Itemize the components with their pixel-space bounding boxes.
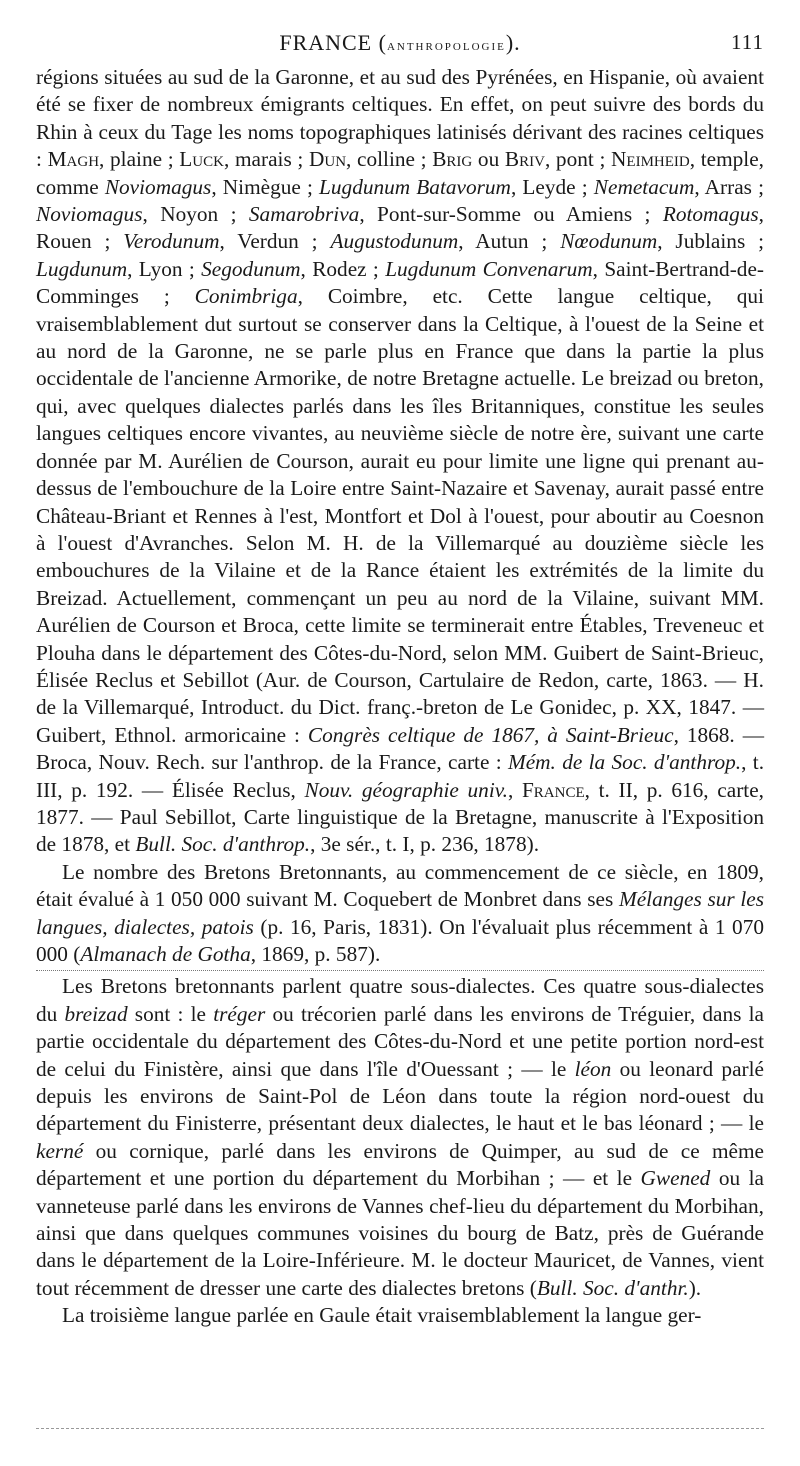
italic-text: Nemetacum [593,174,695,199]
running-title-subject: anthropologie [386,38,506,54]
small-caps-text: Brig [432,147,473,172]
small-caps-text: Briv [504,147,545,172]
italic-text: Noviomagus [104,174,212,199]
text-run: , Noyon ; [142,202,249,227]
bottom-rule [36,1428,764,1429]
text-run: Les Bretons bretonnants parlent quatre sous-dialectes. Ces quatre sous-dialectes du [36,974,764,1026]
italic-text: Lugdunum Batavorum [319,174,511,199]
running-title-main: FRANCE ( [279,30,387,55]
paragraph [36,973,764,1302]
text-run: , 3e sér., t. I, p. 236, 1878). [310,832,540,857]
page-number: 111 [731,30,764,54]
text-run: , Jublains ; [657,229,765,254]
italic-text: Nœodunum [560,229,658,254]
text-run: , Arras ; [694,174,764,199]
small-caps-text: Dun [308,147,347,172]
text-run: , 1868. — Broca, Nouv. Rech. sur l'anthrop. de la France, carte : [36,722,765,775]
section-divider [36,970,764,971]
italic-text: Segodunum [201,256,301,281]
body-text [36,64,764,1330]
small-caps-text: Magh [47,147,100,172]
italic-text: Congrès celtique de 1867, à Saint-Brieuc [307,722,674,747]
text-run: Le nombre des Bretons Bretonnants, au commencement de ce siècle, en 1809, était évalué à 1 050 000 suivant M. Coquebert de Monbret dans ses [36,859,764,912]
italic-text: léon [574,1056,612,1081]
text-run: , Autun ; [458,229,561,254]
text-run: , Nimègue ; [211,174,320,199]
text-run: , Leyde ; [510,174,594,199]
italic-text: kerné [36,1138,84,1163]
text-run: ou cornique, parlé dans les environs de Quimper, au sud de ce même département et une portion du département du Morbihan ; — et le [36,1138,764,1191]
italic-text: Samarobriva [248,202,360,227]
italic-text: Almanach de Gotha [80,942,251,966]
italic-text: Augustodunum [330,229,459,254]
text-run: , Rodez ; [300,256,386,281]
paragraph [36,64,764,859]
running-header [36,26,764,56]
text-run: , Lyon ; [127,256,202,281]
italic-text: Gwened [640,1166,711,1191]
small-caps-text: Luck [179,147,224,172]
italic-text: Mélanges sur les langues, dialectes, patois [36,887,765,939]
text-run: , Verdun ; [219,229,331,254]
text-run: , Pont-sur-Somme ou Amiens ; [359,202,663,227]
small-caps-text: France [521,777,585,802]
italic-text: Noviomagus [36,202,143,227]
text-run: , t. II, p. 616, carte, 1877. — Paul Sebillot, Carte linguistique de la Bretagne, manuscrite à l'Exposition de 1878, et [36,777,764,857]
italic-text: Verodunum [123,229,220,254]
paragraph [36,1302,764,1329]
paragraph [36,859,764,969]
text-run: , Saint-Bertrand-de-Comminges ; [36,256,764,309]
text-run: , plaine ; [99,147,180,172]
text-run: , pont ; [544,147,612,172]
italic-text: Nouv. géographie univ. [304,777,508,802]
text-run: ou trécorien parlé dans les environs de Tréguier, dans la partie occidentale du département des Côtes-du-Nord et une petite portion nord-est de celui du Finistère, ainsi que dans l'île d'Ouessant ; — le [36,1001,764,1081]
text-run: , temple, comme [36,147,764,199]
text-run: , Rouen ; [36,202,764,254]
text-run: , Coimbre, etc. Cette langue celtique, qui vraisemblablement dut surtout se conserver dans la Celtique, à l'ouest de la Seine et au nord de la Garonne, ne se parle plus en France que dans la partie la plus occidentale de l'ancienne Armorike, de notre Bretagne actuelle. Le breizad ou breton, qui, avec quelques dialectes parlés dans les îles Britanniques, constitue les seules langues celtiques encore vivantes, au neuvième siècle de notre ère, suivant une carte donnée par M. Aurélien de Courson, aurait eu pour limite une ligne qui prenant au-dessus de l'embouchure de la Loire entre Saint-Nazaire et Savenay, aurait passé entre Château-Briant et Rennes à l'est, Montfort et Dol à l'ouest, pour aboutir au Coesnon à l'ouest d'Avranches. Selon M. H. de la Villemarqué au douzième siècle les embouchures de la Vilaine et de la Rance étaient les extrémités de la limite du Breizad. Actuellement, commençant un peu au nord de la Vilaine, suivant MM. Aurélien de Courson et Broca, cette limite se terminerait entre Étables, Treveneuc et Plouha dans le département des Côtes-du-Nord, selon MM. Guibert de Saint-Brieuc, Élisée Reclus et Sebillot (Aur. de Courson, Cartulaire de Redon, carte, 1863. — H. de la Villemarqué, Introduct. du Dict. franç.-breton de Le Gonidec, p. XX, 1847. — Guibert, Ethnol. armoricaine : [36,284,764,747]
text-run: , colline ; [346,147,433,172]
running-title [36,30,764,56]
text-run: , [507,777,522,802]
text-run: , 1869, p. 587). [250,942,381,966]
text-run: (p. 16, Paris, 1831). On l'évaluait plus récemment à 1 070 000 ( [36,914,764,966]
italic-text: Lugdunum Convenarum [385,256,593,281]
text-run: ou leonard parlé depuis les environs de Saint-Pol de Léon dans toute la région nord-ouest du département du Finisterre, présentant deux dialectes, le haut et le bas léonard ; — le [36,1056,764,1136]
italic-text: tréger [213,1001,266,1026]
text-run: ou la vanneteuse parlé dans les environs de Vannes chef-lieu du département du Morbihan, ainsi que dans quelques communes voisines du bourg de Batz, près de Guérande dans le département de la Loire-Inférieure. M. le docteur Mauricet, de Vannes, vient tout récemment de dresser une carte des dialectes bretons ( [36,1166,764,1300]
running-title-end: ). [505,30,521,55]
text-run: La troisième langue parlée en Gaule était vraisemblablement la langue ger- [62,1303,702,1328]
document-page [36,26,764,1330]
text-run: , marais ; [223,147,309,172]
italic-text: Rotomagus [662,202,759,227]
italic-text: Mém. de la Soc. d'anthrop. [507,750,742,775]
italic-text: Bull. Soc. d'anthr. [536,1275,689,1300]
text-run: ou [472,147,505,172]
italic-text: Lugdunum [36,256,128,281]
small-caps-text: Neimheid [611,147,690,172]
italic-text: breizad [64,1001,128,1026]
text-run: ). [688,1275,702,1300]
text-run: sont : le [127,1001,214,1026]
italic-text: Bull. Soc. d'anthrop. [135,832,311,857]
text-run: régions situées au sud de la Garonne, et au sud des Pyrénées, en Hispanie, où avaient été se fixer de nombreux émigrants celtiques. En effet, on peut suivre des bords du Rhin à ceux du Tage les noms topographiques latinisés dérivant des racines celtiques : [36,65,764,172]
italic-text: Conimbriga [194,284,298,309]
text-run: , t. III, p. 192. — Élisée Reclus, [36,750,765,802]
